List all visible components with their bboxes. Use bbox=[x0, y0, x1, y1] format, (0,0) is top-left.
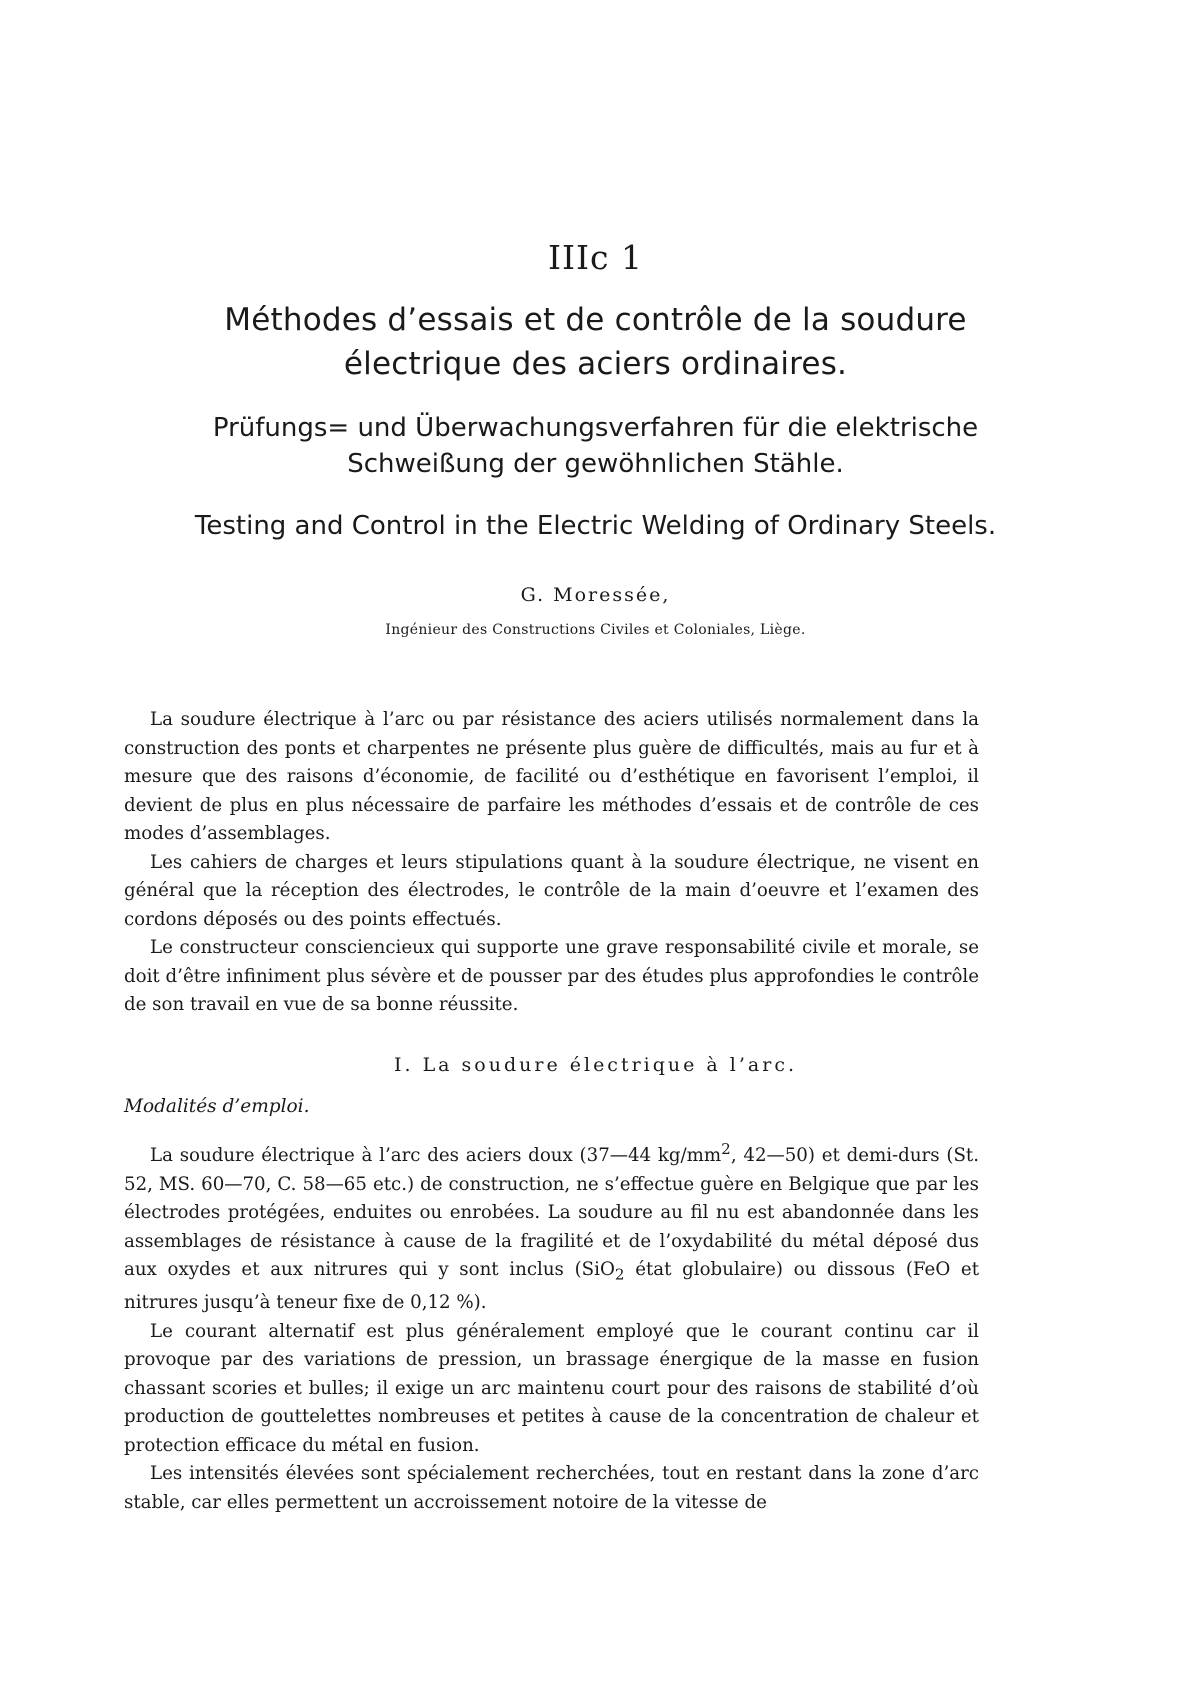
intro-paragraph: La soudure électrique à l’arc ou par résistance des aciers utilisés normalement dans la construction des ponts et charpentes ne présente plus guère de difficultés, mais au fur et à mesure que des raisons d’économie, de facilité ou d’esthétique en favorisent l’emploi, il devient de plus en plus nécessaire de parfaire les méthodes d’essais et de contrôle de ces modes d’assemblages. bbox=[124, 709, 979, 844]
section-heading: I. La soudure électrique à l’arc. bbox=[393, 1054, 798, 1076]
paragraph-text: état globulaire) ou dissous (FeO et nitrures jusqu’à teneur fixe de 0,12 %). bbox=[124, 1259, 979, 1314]
intro-paragraph: Les cahiers de charges et leurs stipulations quant à la soudure électrique, ne visent en général que la réception des électrodes, le contrôle de la main d’oeuvre et l’examen des cordons déposés ou des points effectués. bbox=[124, 851, 979, 930]
title-french bbox=[0, 298, 1191, 386]
superscript: 2 bbox=[721, 1140, 731, 1158]
section-paragraph: Le courant alternatif est plus généralement employé que le courant continu car il provoque par des variations de pression, un brassage énergique de la masse en fusion chassant scories et bulles; il exige un arc maintenu court pour des raisons de stabilité d’où production de gouttelettes nombreuses et petites à cause de la concentration de chaleur et protection efficace du métal en fusion. bbox=[124, 1320, 979, 1456]
paragraph-text: , 42—50) et demi-durs (St. 52, MS. 60—70, C. 58—65 etc.) de construction, ne s’effectue guère en Belgique que par les électrodes protégées, enduites ou enrobées. La soudure au fil nu est abandonnée dans les assemblages de résistance à cause de la fragilité et de l’oxydabilité du métal déposé dus aux oxydes et aux nitrures qui y sont inclus (SiO bbox=[124, 1145, 979, 1281]
section-text bbox=[124, 1135, 979, 1517]
paragraph-text: La soudure électrique à l’arc des aciers doux (37—44 kg/mm bbox=[150, 1145, 722, 1167]
intro-text bbox=[124, 706, 979, 1020]
title-german bbox=[0, 410, 1191, 482]
section-subheading: Modalités d’emploi. bbox=[124, 1096, 310, 1117]
title-german-line-1: Prüfungs= und Überwachungsverfahren für die elektrische bbox=[212, 413, 979, 443]
title-german-line-2: Schweißung der gewöhnlichen Stähle. bbox=[347, 449, 844, 479]
title-french-line-2: électrique des aciers ordinaires. bbox=[343, 346, 848, 382]
section-paragraph bbox=[124, 1135, 979, 1318]
subscript: 2 bbox=[614, 1265, 625, 1284]
intro-paragraph: Le constructeur consciencieux qui supporte une grave responsabilité civile et morale, se doit d’être infiniment plus sévère et de pousser par des études plus approfondies le contrôle de son travail en vue de sa bonne réussite. bbox=[124, 937, 979, 1015]
author-name: G. Moressée, bbox=[520, 584, 671, 606]
title-english: Testing and Control in the Electric Welding of Ordinary Steels. bbox=[194, 511, 997, 541]
section-number: IIIc 1 bbox=[547, 238, 644, 277]
author-affiliation: Ingénieur des Constructions Civiles et Coloniales, Liège. bbox=[385, 622, 806, 638]
title-french-line-1: Méthodes d’essais et de contrôle de la soudure bbox=[224, 302, 967, 338]
section-paragraph: Les intensités élevées sont spécialement recherchées, tout en restant dans la zone d’arc stable, car elles permettent un accroissement notoire de la vitesse de bbox=[124, 1463, 979, 1513]
